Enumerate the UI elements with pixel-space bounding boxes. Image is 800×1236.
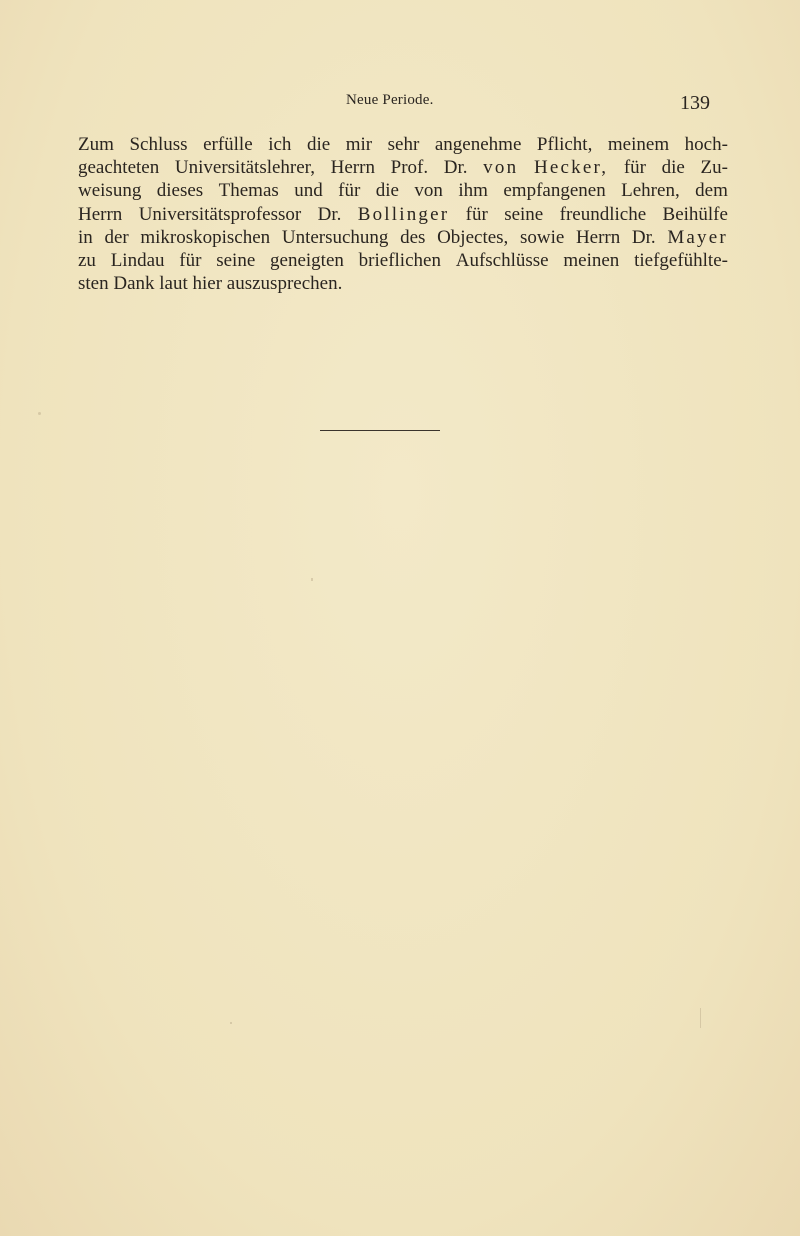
word: die [375, 180, 399, 202]
word: tiefgefühlte- [634, 250, 728, 272]
word: für [179, 250, 202, 272]
word: weisung [78, 180, 142, 202]
word: seine [216, 250, 256, 272]
word: des [400, 226, 426, 248]
word: Universitätslehrer, [174, 157, 315, 179]
word: brieflichen [358, 250, 441, 272]
word: geneigten [270, 250, 344, 272]
word-spaced: von [483, 157, 519, 179]
text-line [78, 249, 728, 272]
word: Beihülfe [662, 203, 728, 225]
running-title: Neue Periode. [346, 92, 434, 108]
word-spaced: Mayer [667, 226, 728, 248]
text-line [78, 156, 728, 179]
word: Dr. [443, 157, 468, 179]
word: Universitätsprofessor [138, 203, 302, 225]
paper-speck [38, 412, 41, 415]
word: sehr [387, 134, 420, 155]
word: Dr. [317, 203, 342, 225]
word: in [78, 226, 93, 248]
word: dem [695, 180, 728, 202]
word: Lehren, [621, 180, 680, 202]
word: meinem [607, 134, 670, 155]
text-line: sten Dank laut hier auszusprechen. [78, 273, 343, 295]
word: empfangenen [503, 180, 606, 202]
word: zu [78, 250, 96, 272]
word: der [104, 226, 129, 248]
text-line [78, 133, 728, 156]
word: meinen [563, 250, 620, 272]
word: mir [345, 134, 373, 155]
page-number: 139 [680, 92, 710, 114]
word: hoch- [684, 134, 728, 155]
word: ihm [458, 180, 488, 202]
word: für [623, 157, 646, 179]
word-spaced: Bollinger [357, 203, 450, 225]
word: Objectes, [437, 226, 509, 248]
text-line [78, 179, 728, 202]
text-line [78, 226, 728, 249]
word-spaced: Hecker, [533, 157, 609, 179]
paragraph [78, 133, 728, 295]
word: für [338, 180, 361, 202]
word: und [294, 180, 323, 202]
word: von [414, 180, 443, 202]
word: Schluss [129, 134, 188, 155]
word: ich [268, 134, 292, 155]
word: Herrn [330, 157, 375, 179]
word: Zu- [700, 157, 728, 179]
paper-speck [230, 1022, 232, 1024]
paper-speck [311, 578, 313, 581]
word: Zum [78, 134, 114, 155]
word: dieses [156, 180, 204, 202]
word: freundliche [559, 203, 647, 225]
section-rule [320, 430, 440, 431]
word: mikroskopischen [140, 226, 271, 248]
word: Pflicht, [536, 134, 593, 155]
word: Themas [218, 180, 279, 202]
word: geachteten [78, 157, 160, 179]
word: angenehme [434, 134, 522, 155]
word: seine [504, 203, 544, 225]
text-line [78, 203, 728, 226]
word: Aufschlüsse [455, 250, 549, 272]
word: die [661, 157, 685, 179]
word: die [306, 134, 331, 155]
word: Prof. [390, 157, 429, 179]
word: sowie [519, 226, 565, 248]
paper-speck [700, 1008, 701, 1028]
word: erfülle [203, 134, 253, 155]
word: Herrn [78, 203, 123, 225]
word: Dr. [631, 226, 656, 248]
word: für [465, 203, 488, 225]
word: Herrn [575, 226, 621, 248]
word: Untersuchung [281, 226, 389, 248]
word: Lindau [110, 250, 165, 272]
